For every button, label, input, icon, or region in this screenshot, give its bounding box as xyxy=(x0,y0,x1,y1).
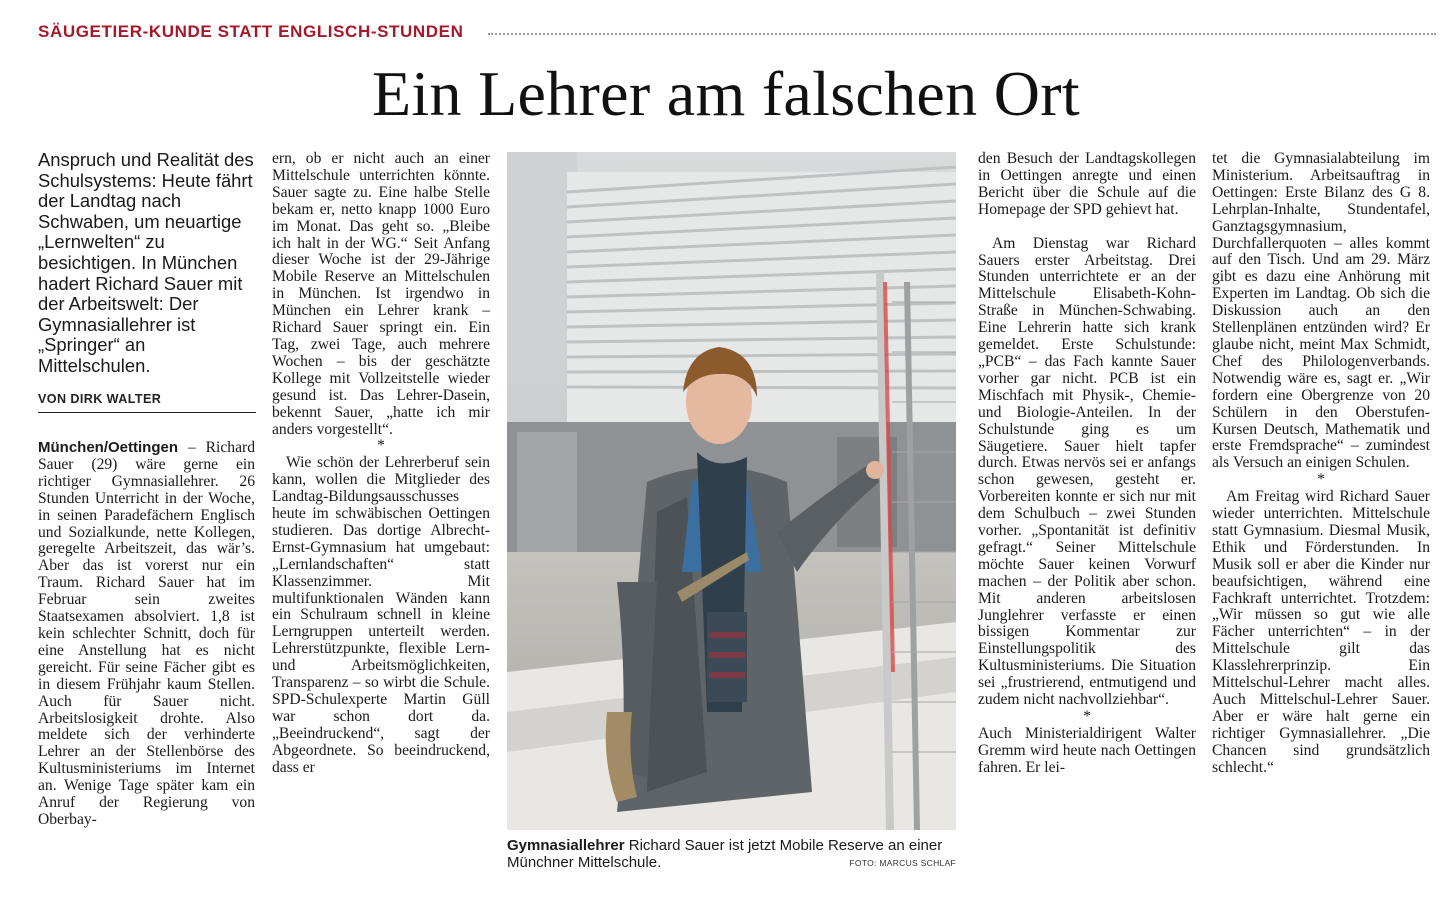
column-1-paragraph: – Richard Sauer (29) wäre gerne ein richtiger Gymnasiallehrer. 26 Stunden Unterricht in der Woche, in seinen Paradefächern Englisch und Sozialkunde, nette Kollegen, geregelte Arbeitszeit, das wär’s. Aber das ist vorerst nur ein Traum. Richard Sauer hat im Februar sein zweites Staatsexamen absolviert. 1,8 ist kein schlechter Schnitt, doch für eine Anstellung hat es nicht gereicht. Für seine Fächer gibt es in diesem Frühjahr kaum Stellen. Auch für Sauer nicht. Arbeitslosigkeit drohte. Also meldete sich der verhinderte Lehrer an der Stellenbörse des Kultusministeriums im Internet an. Wenige Tage später kam ein Anruf der Regierung von Oberbay- xyxy=(38,439,255,828)
article-teaser: Anspruch und Realität des Schulsystems: Heute fährt der Landtag nach Schwaben, um neuartige „Lernwelten“ zu besichtigen. In München hadert Richard Sauer mit der Arbeitswelt: Der Gymnasiallehrer ist „Springer“ an Mittelschulen. xyxy=(38,149,254,376)
section-star: * xyxy=(377,437,385,455)
photo-credit: FOTO: MARCUS SCHLAF xyxy=(849,858,956,868)
byline: VON DIRK WALTER xyxy=(38,392,256,413)
column-2-paragraph-2: Wie schön der Lehrerberuf sein kann, wollen die Mitglieder des Landtag-Bildungsausschusses heute im schwäbischen Oettingen studieren. Das dortige Albrecht-Ernst-Gymnasium hat umgebaut: „Lernlandschaften“ statt Klassenzimmer. Mit multifunktionalen Wänden kann ein Schulraum schnell in kleine Lerngruppen unterteilt werden. Lehrerstützpunkte, flexible Lern- und Arbeitsmöglichkeiten, Transparenz – so wirbt die Schule. SPD-Schulexperte Martin Güll war schon dort da. „Beeindruckend“, sagt der Abgeordnete. So beeindruckend, dass er xyxy=(272,454,490,776)
text-column-3 xyxy=(978,151,1196,777)
article-headline: Ein Lehrer am falschen Ort xyxy=(372,58,1080,129)
column-3-paragraph-3: Auch Ministerialdirigent Walter Gremm wird heute nach Oettingen fahren. Er lei- xyxy=(978,724,1196,776)
article-kicker: SÄUGETIER-KUNDE STATT ENGLISCH-STUNDEN xyxy=(38,22,464,41)
caption-lead: Gymnasiallehrer xyxy=(507,837,625,854)
column-4-paragraph-1: tet die Gymnasialabteilung im Ministerium. Arbeitsauftrag in Oettingen: Erste Bilanz des G 8. Lehrplan-Inhalte, Stundentafel, Ganztagsgymnasium, Durchfallerquoten – alles kommt auf den Tisch. Und am 29. März gibt es dazu eine Anhörung mit Experten im Landtag. Ob sich die Diskussion auch an den Stellenplänen entzünden wird? Er glaube nicht, meint Max Schmidt, Chef des Philologenverbands. Notwendig wäre es, sagt er. „Wir fordern eine Obergrenze von 20 Schülern in den Oberstufen-Kursen Deutsch, Mathematik und erste Fremdsprache“ – zumindest als Versuch an einigen Schulen. xyxy=(1212,150,1430,472)
column-2-paragraph-1: ern, ob er nicht auch an einer Mittelschule unterrichten könnte. Sauer sagte zu. Eine halbe Stelle bekam er, netto knapp 1000 Euro im Monat. Das geht so. „Bleibe ich halt in der WG.“ Seit Anfang dieser Woche ist der 29-Jährige Mobile Reserve an Mittelschulen in München. Ist irgendwo in München ein Lehrer krank – Richard Sauer springt ein. Ein Tag, zwei Tage, auch mehrere Wochen – bis der geschätzte Kollege mit Vollzeitstelle wieder gesund ist. Das Lehrer-Dasein, bekennt Sauer, „hatte ich mir anders vorgestellt“. xyxy=(272,150,490,438)
kicker-dotted-rule xyxy=(488,33,1436,35)
dateline: München/Oettingen xyxy=(38,439,178,456)
column-3-paragraph-1: den Besuch der Landtagskollegen in Oettingen anregte und einen Bericht über die Schule auf die Homepage der SPD gehievt hat. xyxy=(978,150,1196,218)
caption-text: Richard Sauer ist jetzt Mobile Reserve an einer Münchner Mittelschule. xyxy=(507,837,943,871)
column-4-paragraph-2: Am Freitag wird Richard Sauer wieder unterrichten. Mittelschule statt Gymnasium. Diesmal Musik, Ethik und Förderstunden. In Musik soll er aber die Kinder nur beaufsichtigen, während eine Fachkraft unterrichtet. Trotzdem: „Wir müssen so gut wie alle Fächer unterrichten“ – in der Mittelschule gilt das Klasslehrerprinzip. Ein Mittelschul-Lehrer macht alles. Auch Mittelschul-Lehrer Sauer. Aber er wäre halt gerne ein richtiger Gymnasiallehrer. „Die Chancen sind grundsätzlich schlecht.“ xyxy=(1212,488,1430,776)
text-column-2 xyxy=(272,151,490,777)
photo-teacher-at-school xyxy=(507,152,956,830)
text-column-4 xyxy=(1212,151,1430,777)
section-star: * xyxy=(1083,708,1091,725)
article-photo xyxy=(507,152,956,830)
section-star: * xyxy=(1317,471,1325,489)
column-3-paragraph-2: Am Dienstag war Richard Sauers erster Arbeitstag. Drei Stunden unterrichtete er an der Mittelschule Elisabeth-Kohn-Straße in München-Schwabing. Eine Lehrerin hatte sich krank gemeldet. Erste Schulstunde: „PCB“ – das Fach kannte Sauer vorher gar nicht. PCB ist ein Mischfach mit Physik-, Chemie- und Biologie-Anteilen. In der Schulstunde ging es um Säugetiere. Sauer hielt tapfer durch. Etwas nervös sei er anfangs schon gewesen, gesteht er. Vorbereiten konnte er sich nur mit dem Schulbuch – zwei Stunden vorher. „Spontanität ist definitiv gefragt.“ Seiner Mittelschule möchte Sauer keinen Vorwurf machen – der Politik aber schon. Mit anderen arbeitslosen Junglehrer verfasste er einen bissigen Kommentar zur Einstellungspolitik des Kultusministeriums. Die Situation sei „frustrierend, entmutigend und zudem nicht nachvollziehbar“. xyxy=(978,234,1196,709)
text-column-1 xyxy=(38,440,255,829)
